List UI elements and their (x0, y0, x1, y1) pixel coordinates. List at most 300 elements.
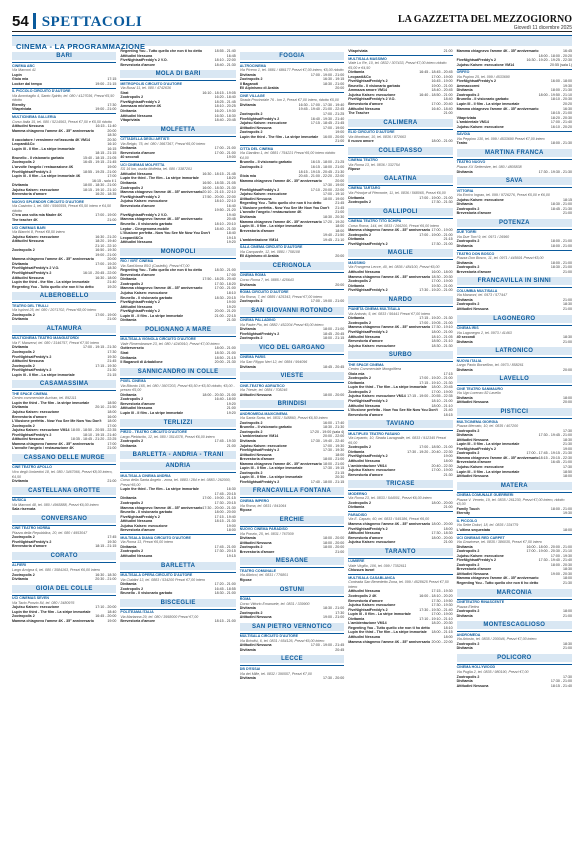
showtimes: 17:00 (107, 423, 117, 428)
cinema-name: UCI CINEMAS SEVEN (12, 595, 116, 601)
film-title: Zootropolis 2 (120, 500, 144, 505)
film-title: Mamma chiagnevo l'amme 4K - 35° anniversario (12, 618, 94, 623)
showtimes: 20:00 - 22:00 (323, 434, 345, 439)
showtimes: 16:00 - 17:40 (323, 420, 345, 425)
showtimes: 19:30 (563, 511, 573, 516)
film-title: Attitudini Nessuna (239, 196, 272, 201)
showtimes: 19:20 (226, 240, 236, 245)
city-heading: OSTUNI (240, 586, 344, 594)
showtimes: 17:15 - 19:30 (95, 363, 117, 368)
showtimes: 18:40 (226, 231, 236, 236)
showtimes: 20:40 - 22:30 (431, 463, 453, 468)
film-title: Regenting You - Tutto quello che non ti ho detto (239, 201, 322, 206)
film-title: Divitamia (239, 536, 256, 541)
film-title: Divitamia (12, 183, 28, 188)
film-title: Brevestoria d'amore (239, 549, 275, 554)
showtimes: 21:00 (107, 446, 117, 451)
cinema-name: METROPOLIS CIRCUITO D'AUTORE (120, 80, 235, 86)
film-title: Divitamia (120, 392, 137, 397)
showtimes: 18:00 - 20:00 (214, 510, 236, 515)
cinema-name: THE SPACE CINEMA (12, 390, 116, 396)
showtimes: 18:10 - 22:00 (214, 58, 236, 63)
showtimes: 18:50 - 21:15 (214, 355, 236, 360)
showtime-row (457, 170, 572, 175)
showtimes: 17:20 - 19:00 (sala 4) (310, 429, 345, 434)
cinema-address: Via Marconi 41 (12, 68, 36, 73)
showtimes: 18:50 (563, 469, 573, 474)
film-title: Mamma chiagnevo l'amme 4K - 35° anniversario (456, 455, 539, 460)
showtimes: 21:00 (335, 210, 345, 215)
cinema-address: Via Frangerra Lecce, 40, tel. 0836 / 484100, Prezzi €6,00 (348, 265, 440, 270)
cinema-name: CINE TEATRO SANMAURO (457, 385, 572, 391)
showtime-row (12, 373, 116, 378)
showtimes: 17:00 (107, 441, 117, 446)
cinema-address: Via Ariosto, tel. 0835 / 200046, Prezzi €7,00 intero (456, 637, 537, 642)
showtimes: 16:30 - 18:00 (95, 275, 117, 280)
cinema-address: Via Trieste, tel. 0884 / 708246 (239, 388, 288, 393)
showtime-row (120, 528, 235, 533)
showtimes: 18:40 (107, 609, 117, 614)
showtimes: 17:00 - 19:00 (95, 213, 117, 218)
film-title: Brunello - Il visionario garbato (456, 97, 509, 102)
showtimes: 19:45 - 21:10 (323, 237, 345, 242)
film-title: Mamma chiagnevo l'amme 4K - 35° anniversario (456, 106, 539, 111)
showtimes: 16:30 - 18:30 (214, 113, 236, 118)
showtime-row (240, 676, 344, 681)
city-heading: CONVERSANO (12, 515, 116, 523)
film-title: FiveNightsatFreddy's 2 (348, 526, 388, 531)
film-title: Jujutsu Kaisen: esecuzione (348, 540, 396, 545)
showtimes: 16:30 - 18:30 (95, 572, 117, 577)
city-heading: SAN GIOVANNI ROTONDO (240, 307, 344, 315)
film-title: Attitudini Nessuna (239, 452, 272, 457)
showtimes: 17:30 - 18:30 (431, 531, 453, 536)
film-title: Brunello - Il visionario garbato (239, 160, 292, 165)
film-title: Jujutsu Kaisen: esecuzione VM14 (456, 62, 515, 67)
film-title: FiveNightsatFreddy's 2 (456, 558, 497, 563)
film-title: Attitudini Nessuna (239, 643, 272, 648)
showtimes: 19:40 (226, 212, 236, 217)
film-title: Ripose (239, 577, 252, 582)
showtimes: 21:40 (107, 280, 117, 285)
film-title: Regenting You - Tutto quello che non ti ho detto (12, 284, 94, 289)
city-heading: VIESTE (240, 372, 344, 380)
film-title: Brevestoria d'amore (456, 269, 492, 274)
showtimes: 19:00 (335, 130, 345, 135)
showtimes: 18:00 - 21:30 (550, 88, 573, 93)
film-title: Family Touch (456, 506, 480, 511)
showtime-row (240, 508, 344, 513)
showtimes: 18:30 - 21:30 (323, 425, 345, 430)
film-title: Brevestoria d'amore (120, 401, 156, 406)
showtimes: 16:10 - 20:20 (550, 124, 573, 129)
showtime-row (348, 568, 452, 573)
film-title: Vitapriviata (348, 49, 368, 53)
city-heading: MAGLIE (348, 249, 452, 257)
showtimes: 20:55 (sala 1) (550, 62, 573, 67)
film-title: Jujutsu Kaisen: esecuzione VM14 (12, 428, 70, 433)
showtimes: 16:45 - 20:00 (95, 614, 117, 619)
issue-date: Giovedì 11 dicembre 2025 (513, 25, 572, 31)
showtimes: 18:30 - 20:15 (214, 295, 236, 300)
city-heading: CALIMERA (348, 119, 452, 127)
cinema-address: Centro commerciale Auchan, tel. 892111 (12, 396, 77, 401)
film-title: Brevestoria d'amore (120, 528, 156, 533)
showtimes: 16:30 - 21:20 (95, 234, 117, 239)
showtimes: 19:00 (443, 454, 453, 459)
film-title: Brunello - Il visionario garbato (120, 510, 173, 515)
film-title: Brevestoria d'amore (456, 211, 492, 216)
showtimes: 18:00 - 20:45 (431, 385, 453, 390)
showtime-row (240, 550, 344, 555)
showtimes: 16:45 - 18:55 (214, 586, 236, 591)
film-title: Zootropolis 2 (456, 92, 480, 97)
city-heading: MONTESCAGLIOSO (457, 621, 572, 629)
cinema-name: POLITEAMA ITALIA (120, 609, 235, 615)
showtime-row (12, 285, 116, 290)
film-title: Jujutsu Kaisen: esecuzione (12, 410, 60, 414)
city-heading: ANDRIA (120, 462, 235, 470)
showtimes: 18:15 - 21:40 (550, 683, 573, 688)
showtimes: 16:00 - 18:00 (550, 79, 573, 84)
film-title: Attitudini Nessuna (120, 171, 153, 176)
film-title: FiveNightsatFreddy's 2 V.O. (120, 58, 168, 63)
film-title: Mamma chiagnevo l'amme 4K - 35° anniversario (239, 178, 322, 183)
film-title: Gotterverseio (120, 346, 144, 351)
cinema-name: TEATRO NUOVO (457, 159, 572, 165)
cinema-address: Via Roma 13, Prezzi €6,00 intero (120, 540, 174, 545)
film-title: Divitamia (239, 102, 256, 107)
film-title: Divitamia (239, 72, 256, 77)
cinema-address: Contrada San Benedetto Zona, tel. 099 / 4528625 Prezzi €7,50 intero (348, 580, 449, 589)
cinema-name: PIXEL CINEMA (120, 378, 235, 384)
showtimes: 16:30 - 18:15 - 21:45 (202, 171, 236, 176)
showtimes: 21:30 (563, 442, 573, 447)
cinema-name: CINEMA TARTARO (348, 185, 452, 191)
cinema-address: Via Puglia 2, tel. 0835 / 980190, Prezzi €7,00 (456, 669, 529, 674)
showtimes: 18:00 - 20:00 (323, 540, 345, 545)
showtimes: 18:00 - 21:30 (550, 141, 573, 146)
cinema-name: CINEMA HOLLYWOOD (457, 664, 572, 670)
cinema-name: MODERNO (348, 490, 452, 496)
film-title: Brevestoria d'amore (456, 460, 492, 465)
showtimes: 21:45 (335, 201, 345, 206)
film-title: Attitudini Nessuna (348, 334, 380, 339)
showtimes: 20:00 (335, 86, 345, 91)
showtimes: 17:15 - 19:00 - 20:55 - 22:35 (407, 394, 453, 399)
cinema-name: ROMA (240, 596, 344, 602)
film-title: Mamma chiagnevo l'amme 4K - 35° anniversario (12, 257, 94, 262)
film-title: Zootropolis 2 (12, 423, 35, 428)
film-title: Zootropolis 2 (348, 445, 371, 450)
film-title: Brevestoria d'amore (12, 192, 47, 197)
showtimes: 18:00 - 20:00 (323, 392, 345, 397)
cinema-address: Via Bianchi 8, Prezzi €8,50 intero (12, 230, 65, 235)
showtimes: 17:00 (226, 272, 236, 277)
showtimes: 21:00 (226, 406, 236, 411)
film-title: Attitudini Nessuna (239, 540, 272, 545)
film-title: Zootropolis 2 (12, 535, 35, 540)
showtimes: 18:00 - 20:00 (431, 500, 453, 505)
film-title: FiveNightsatFreddy's 2 (456, 58, 497, 63)
showtimes: 21:10 - 22:10 (95, 243, 117, 248)
cinema-name: MULTISALA CINEMA ANDRIA (120, 472, 235, 478)
cinema-name: ELIO CIRCUITO D'AUTORE (348, 129, 452, 135)
showtimes: 17:00 - 21:00 (214, 146, 236, 151)
showtimes: 18:00 (563, 474, 573, 479)
showtimes: 18:40 (443, 97, 453, 102)
showtimes: 16:45 (226, 53, 236, 58)
cinema-name: MULTISALA MASSIMO (348, 55, 452, 61)
showtime-row (457, 511, 572, 516)
cinema-address: Viale Lo Re, 10, tel. 0832 / 307433, Prezzi €7,00 intero ridotto €5,00 e €4,50 (348, 61, 447, 70)
cinema-name: ALTROCINEMA (240, 62, 344, 68)
film-title: Zootropolis 2 (348, 232, 371, 237)
film-title: Attitudini Nessuna (348, 403, 380, 408)
showtimes: 18:00 - 21:10 (431, 403, 453, 408)
film-title: Jujutsu Kaisen: esecuzione (456, 124, 504, 129)
showtime-row (12, 82, 116, 87)
showtimes: 17:00 - 19:00 - 20:30 - 21:10 (526, 549, 573, 554)
city-heading: POLIGNANO A MARE (120, 326, 235, 334)
showtimes: 20:45 - 21:00 - 22:20 - 22:00 (298, 174, 345, 179)
film-title: Attitudini Nessuna (120, 406, 153, 411)
cinema-address: Largo Paolo Borsellino, tel. 0973 / 858261 (456, 363, 524, 368)
cinema-name: CINEMA COMUNALE GUERRIERI (457, 492, 572, 498)
showtimes: 16:50 - 18:35 - 21:05 (202, 181, 236, 186)
section-divider (33, 13, 36, 29)
city-heading: MARTINA FRANCA (457, 149, 572, 157)
film-title: Zootropolis 2 (456, 674, 480, 679)
showtimes: 18:00 - 18:30 - 21:00 (83, 183, 117, 188)
cinema-address: Via Brindisi, 6, tel. 0831 / 654126, Prezzi €6,00 intero (239, 638, 325, 643)
film-title: Zootropolis 2 (239, 130, 263, 135)
cinema-address: Via Antonio, 5, tel. 0833 / 56441 Prezzi €7,00 intero (348, 311, 431, 316)
showtimes: 18:20 - 20:30 (550, 115, 573, 120)
showtimes: 17:30 - 19:40 - 21:40 (538, 558, 573, 563)
cinema-address: Via Pupino 25, tel. 099 / 4533690 (456, 74, 510, 79)
film-title: Mamma chiagnevo l'amme 4K - 35° anniversario (348, 521, 431, 526)
cinema-name: MULTICINEMA GIORGIA (457, 418, 572, 424)
film-title: Brevestoria d'amore (120, 619, 156, 624)
showtimes: 19:30 - 21:00 (431, 283, 453, 288)
cinema-address: Via Principe di Piemonte, 11, tel. 0836 / 568065, Prezzi €6,00 (348, 190, 446, 195)
showtimes: 18:30 - 21:00 (323, 81, 345, 86)
showtimes: 21:00 (443, 111, 453, 116)
city-heading: VICO DEL GARGANO (240, 344, 344, 352)
showtimes: 16:40 - 18:50 - 21:00 (419, 92, 453, 97)
film-title: Attitudini Nessuna (456, 683, 489, 688)
film-title: Gioia mia (239, 174, 256, 179)
showtimes: 18:00 (107, 419, 117, 424)
film-title: L'arvolte l'angelo / restaurazione 4K (12, 164, 74, 169)
showtimes: 18:30 - 21:00 (550, 202, 573, 207)
showtimes: 20:10 - 21:15 - 22:10 (202, 190, 236, 195)
cinema-address: Via Roma, tel. 0831 / 841064 (239, 503, 287, 508)
showtimes: 17:15 - 19:40 (214, 514, 236, 519)
cinema-address: Via Campanile, 12, tel. 0881 / 758108 (239, 249, 300, 254)
city-heading: GALLIPOLI (348, 208, 452, 216)
film-title: Jujutsu Kaisen: esecuzione VM14 (348, 394, 406, 399)
city-heading: MOLA DI BARI (120, 70, 235, 78)
cinema-name: LUMIERE (348, 558, 452, 564)
showtimes: 20:00 (563, 400, 573, 405)
film-title: FiveNightsatFreddy's 2 (120, 514, 160, 519)
film-title: FiveNightsatFreddy's 2 (239, 187, 280, 192)
film-title: Mamma chiagnevo l'amme 4K - 35° anniversario (120, 505, 203, 510)
showtimes: 21:00 (443, 505, 453, 510)
film-title: Zootropolis 2 (239, 164, 263, 169)
cinema-name: MULTICINEMA TEATRO MANGIATORDI (12, 335, 116, 341)
film-title: Divitamia (456, 260, 473, 265)
showtimes: 20:00 (335, 282, 345, 287)
cinema-name: CINE TEATRO APOLLO (12, 464, 116, 470)
showtimes: 18:00 - 21:00 (431, 139, 453, 144)
film-title: FiveNightsatFreddy's 2 (12, 271, 52, 276)
showtimes: 18:35 - 18:45 - 21:20 - 22:25 (70, 437, 117, 442)
film-title: Brevestoria d'amore (120, 62, 156, 67)
film-title: Divitamia (239, 439, 256, 443)
cinema-name: VITTORIA (457, 187, 572, 193)
showtimes: 16:10 - 18:15 - 19:05 (202, 90, 236, 95)
film-title: Brevestoria d'amore (348, 339, 383, 344)
showtimes: 17:45 - 21:00 (214, 544, 236, 549)
showtime-row (457, 684, 572, 689)
showtimes: 18:30 - 20:30 (323, 215, 345, 219)
film-title: Ammaccormi (456, 83, 480, 88)
film-title: Jujutsu Kaisen: esecuzione (239, 121, 287, 126)
film-title: Divitamia (348, 195, 365, 200)
showtimes: 18:10 - 20:30 (550, 97, 573, 102)
showtimes: 18:30 - 20:30 (431, 274, 453, 279)
showtimes: 18:00 (335, 224, 345, 229)
city-heading: ALBEROBELLO (12, 292, 116, 300)
film-title: Jujutsu Kaisen: esecuzione (239, 192, 287, 197)
showtimes: 17:50 - 18:25 - 20:40 (202, 277, 236, 282)
film-title: Zootropolis 2 (456, 428, 480, 433)
city-heading: MESAGNE (240, 557, 344, 565)
showtime-row (120, 444, 235, 449)
showtimes: 17:00 - 17:45 - 19:15 - 21:30 (526, 451, 573, 456)
film-title: FiveNightsatFreddy's 2 (239, 479, 280, 484)
showtimes: 16:30 - 19:20 - 19:25 - 22:30 (526, 58, 573, 63)
film-title: Jujutsu Kaisen: esecuzione (12, 605, 60, 610)
showtime-row (457, 340, 572, 345)
film-title: Divitamia (120, 318, 137, 323)
film-title: Lupin the third - The film - la stripe immortale (12, 400, 90, 405)
film-title: Attitudini Nessuna (239, 615, 272, 620)
city-heading: CERIGNOLA (240, 262, 344, 270)
film-title: Zootropolis 2 (348, 200, 371, 205)
cinema-address: Piazza XX Settembre, tel. 080 / 4805838 (456, 164, 522, 169)
showtimes: 20:45 (226, 217, 236, 222)
showtimes: 16:45 - 19:00 (431, 79, 453, 84)
cinema-address: Piazza Mercato, 10, tel. 0835 / 407200 (456, 424, 519, 429)
city-heading: SANNICANDRO IN COLLE (120, 368, 235, 376)
showtime-row (348, 288, 452, 293)
showtimes: 17:00 - 19:00 - 21:45 (310, 643, 345, 648)
film-title: Mamma chiagnevo l'amme 4K - 35° anniversario (456, 49, 539, 53)
showtimes: 16:00 - 18:00 - 20:00 - 21:00 (526, 544, 573, 549)
showtimes: 19:00 (226, 155, 236, 160)
film-title: Attitudini Nessuna (348, 459, 380, 463)
film-title: Brunello - Il visionario garbato (348, 83, 401, 88)
cinema-address: Via Albricci, tel. 0831 / 776801 (239, 573, 289, 578)
showtimes: 19:00 - 21:00 (323, 615, 345, 620)
programming-title: CINEMA - LA PROGRAMMAZIONE (16, 42, 146, 51)
showtime-row (120, 118, 235, 123)
film-title: Divitamia (239, 215, 256, 219)
cinema-name: CINEMA IRIS (457, 325, 572, 331)
showtimes: 17:30 - 19:10 (431, 325, 453, 330)
showtime-row (240, 365, 344, 370)
cinema-address: Via Sette Dolori, 18, tel. 0835 / 334779 (456, 523, 519, 528)
film-title: Divitamia (12, 261, 28, 266)
showtime-row (120, 554, 235, 559)
showtimes: 17:30 - 19:30 (323, 448, 345, 453)
film-title: Sala riservata (12, 507, 36, 512)
showtimes: 18:40 - 20:45 (431, 88, 453, 93)
film-title: Zootropolis 2 (239, 77, 263, 82)
city-heading: CORATO (12, 552, 116, 560)
film-title: Attitudini Nessuna (120, 553, 153, 558)
film-title: FiveNightsatFreddy's 2 (456, 79, 497, 84)
film-title: Attitudini Nessuna (456, 306, 489, 311)
film-title: Lupin III - Il film - La stripe immortale (120, 313, 184, 318)
cinema-name: CITTA DEL CINEMA (240, 145, 344, 151)
showtimes: 18:30 - 21:00 (214, 591, 236, 596)
city-heading: CASAMASSIMA (12, 380, 116, 388)
film-title: Zootropolis 2 (239, 111, 263, 116)
showtimes: 18:10 - 19:15 - 21:40 (83, 432, 117, 437)
showtimes: 19:20 (226, 410, 236, 415)
showtimes: 19:00 (226, 523, 236, 528)
showtimes: 19:30 (563, 83, 573, 88)
city-heading: ALTAMURA (12, 325, 116, 333)
film-title: Mamma chiagnevo l'amme 4K - 35° anniversario (12, 441, 94, 446)
film-title: Zootropolis 2 (120, 586, 144, 591)
showtimes: 16:40 - 18:00 (214, 397, 236, 402)
film-title: Zootropolis 2 (239, 299, 263, 304)
film-title: Ell Alpinismo di Arabia (239, 86, 279, 91)
showtimes: 18:40 - 21:30 (214, 62, 236, 67)
film-title: Brunello - Il visionario garbato (120, 591, 173, 596)
showtime-row (348, 200, 452, 205)
showtimes: 18:00 - 18:50 - 20:55 - 22:35 (70, 428, 117, 433)
film-title: Divitamia (456, 88, 473, 93)
showtimes: 17:00 - 21:00 (214, 150, 236, 155)
cinema-address: Via Lagonegro 2, tel. 0973 / 41463 (456, 330, 512, 335)
page-header (12, 10, 572, 32)
cinema-address: Viale Virgilio, 106, tel. 099 / 7352611 (348, 563, 407, 568)
film-title: Ell Alpinismo di Arabia (239, 254, 279, 259)
film-title: Divitamia (12, 317, 28, 322)
cinema-address: Via Belgio, 75, tel. 080 / 3667367, Prezzi €6,00 intero (120, 141, 206, 146)
film-title: Il nuovo amore (348, 139, 374, 144)
showtimes: 16:45 - 21:00 (550, 460, 573, 465)
showtime-row (240, 480, 344, 485)
listing-column (457, 49, 572, 833)
cinema-address: Via Peppino 130, tel. 099 / 4533690 Prezzi €7,00 intero (456, 136, 545, 141)
showtimes: 16:30 - 19:15 (323, 77, 345, 82)
showtimes: 21:00 (443, 49, 453, 53)
film-title: FiveNightsatFreddy's 2 (348, 607, 388, 612)
film-title: Divitamia (348, 449, 365, 454)
city-heading: POLICORO (457, 654, 572, 662)
film-title: Divitamia (120, 355, 137, 360)
showtimes: 19:00 (563, 446, 573, 451)
showtimes: 18:30 - 21:30 (431, 343, 453, 348)
